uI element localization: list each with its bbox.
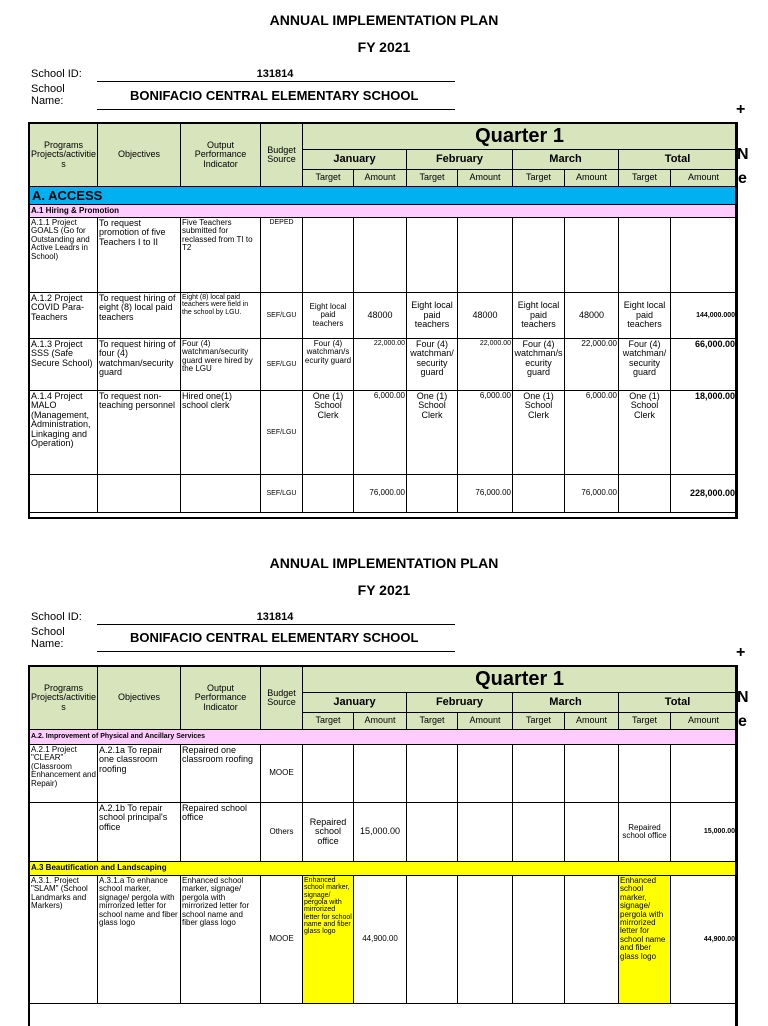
budget-cell: SEF/LGU bbox=[261, 293, 303, 339]
output-cell: Eight (8) local paid teachers were field in the school by LGU. bbox=[181, 293, 261, 339]
output-cell bbox=[181, 475, 261, 513]
subtotal-row bbox=[30, 475, 737, 513]
program-cell bbox=[30, 803, 98, 862]
program-cell: A.1.2 Project COVID Para-Teachers bbox=[30, 293, 98, 339]
budget-cell: DEPED bbox=[261, 218, 303, 293]
school-name-label-line1: School bbox=[31, 626, 65, 638]
school-name-underline bbox=[97, 109, 455, 110]
header-quarter: Quarter 1 bbox=[303, 124, 737, 150]
header-target: Target bbox=[619, 170, 671, 187]
feb-target-cell bbox=[407, 745, 458, 803]
school-name-value: BONIFACIO CENTRAL ELEMENTARY SCHOOL bbox=[130, 88, 419, 103]
mar-target-cell bbox=[513, 803, 565, 862]
header-quarter: Quarter 1 bbox=[303, 667, 737, 693]
budget-cell: SEF/LGU bbox=[261, 475, 303, 513]
jan-amount-cell: 76,000.00 bbox=[354, 475, 407, 513]
jan-amount-cell bbox=[354, 745, 407, 803]
header-amount: Amount bbox=[458, 170, 513, 187]
feb-target-cell bbox=[407, 218, 458, 293]
feb-amount-cell: 6,000.00 bbox=[458, 391, 513, 475]
feb-amount-cell: 22,000.00 bbox=[458, 339, 513, 391]
budget-cell: MOOE bbox=[261, 745, 303, 803]
header-budget: Budget Source bbox=[261, 124, 303, 187]
header-march: March bbox=[513, 693, 619, 713]
school-name-label-line2: Name: bbox=[31, 638, 64, 650]
feb-target-cell: One (1) School Clerk bbox=[407, 391, 458, 475]
feb-target-cell: Four (4) watchman/ security guard bbox=[407, 339, 458, 391]
feb-target-cell bbox=[407, 803, 458, 862]
school-name-label bbox=[31, 626, 65, 650]
table-row bbox=[30, 745, 737, 803]
header-amount: Amount bbox=[354, 170, 407, 187]
header-amount: Amount bbox=[671, 170, 737, 187]
mar-amount-cell: 6,000.00 bbox=[565, 391, 619, 475]
budget-cell: MOOE bbox=[261, 876, 303, 1004]
total-target-cell: Repaired school office bbox=[619, 803, 671, 862]
header-target: Target bbox=[513, 170, 565, 187]
mar-amount-cell bbox=[565, 745, 619, 803]
mar-target-cell bbox=[513, 218, 565, 293]
table-row bbox=[30, 803, 737, 862]
total-target-cell bbox=[619, 218, 671, 293]
side-n-mark: N bbox=[737, 146, 749, 163]
feb-amount-cell: 76,000.00 bbox=[458, 475, 513, 513]
school-name-label bbox=[31, 83, 65, 107]
output-cell: Repaired one classroom roofing bbox=[181, 745, 261, 803]
subsection-beautification: A.3 Beautification and Landscaping bbox=[30, 862, 737, 876]
header-total: Total bbox=[619, 150, 737, 170]
table-row bbox=[30, 339, 737, 391]
output-cell: Five Teachers submitted for reclassed from TI to T2 bbox=[181, 218, 261, 293]
budget-cell: Others bbox=[261, 803, 303, 862]
jan-target-cell: Repaired school office bbox=[303, 803, 354, 862]
budget-cell: SEF/LGU bbox=[261, 391, 303, 475]
header-february: February bbox=[407, 150, 513, 170]
program-cell: A.1.4 Project MALO (Management, Administration, Linkaging and Operation) bbox=[30, 391, 98, 475]
jan-target-cell: Enhanced school marker, signage/ pergola with mirrorized letter for school name and fiber glass logo bbox=[303, 876, 354, 1004]
feb-amount-cell bbox=[458, 745, 513, 803]
output-cell: Four (4) watchman/security guard were hired by the LGU bbox=[181, 339, 261, 391]
table-row bbox=[30, 391, 737, 475]
header-amount: Amount bbox=[671, 713, 737, 730]
objective-cell: To request non-teaching personnel bbox=[98, 391, 181, 475]
total-amount-cell: 144,000.000 bbox=[671, 293, 737, 339]
objective-cell bbox=[98, 475, 181, 513]
school-name-value: BONIFACIO CENTRAL ELEMENTARY SCHOOL bbox=[130, 630, 419, 645]
total-target-cell: Enhanced school marker, signage/ pergola with mirrorized letter for school name and fiber glass logo bbox=[619, 876, 671, 1004]
header-total: Total bbox=[619, 693, 737, 713]
objective-cell: To request promotion of five Teachers I to II bbox=[98, 218, 181, 293]
total-target-cell: One (1) School Clerk bbox=[619, 391, 671, 475]
jan-target-cell bbox=[303, 475, 354, 513]
school-id-label: School ID: bbox=[31, 611, 82, 623]
budget-cell: SEF/LGU bbox=[261, 339, 303, 391]
objective-cell: A.2.1a To repair one classroom roofing bbox=[98, 745, 181, 803]
jan-target-cell: Four (4) watchman/s ecurity guard bbox=[303, 339, 354, 391]
table-row bbox=[30, 293, 737, 339]
header-output: Output Performance Indicator bbox=[181, 667, 261, 730]
side-plus-mark: + bbox=[736, 644, 746, 661]
header-target: Target bbox=[513, 713, 565, 730]
jan-target-cell: One (1) School Clerk bbox=[303, 391, 354, 475]
feb-target-cell bbox=[407, 475, 458, 513]
header-march: March bbox=[513, 150, 619, 170]
total-amount-cell: 44,900.00 bbox=[671, 876, 737, 1004]
mar-target-cell: One (1) School Clerk bbox=[513, 391, 565, 475]
header-objectives: Objectives bbox=[98, 124, 181, 187]
jan-target-cell bbox=[303, 745, 354, 803]
feb-amount-cell bbox=[458, 218, 513, 293]
plan-table-1 bbox=[29, 123, 737, 513]
header-amount: Amount bbox=[565, 713, 619, 730]
jan-amount-cell: 22,000.00 bbox=[354, 339, 407, 391]
output-cell: Repaired school office bbox=[181, 803, 261, 862]
header-programs: Programs Projects/activitie s bbox=[30, 667, 98, 730]
program-cell: A.3.1. Project "SLAM" (School Landmarks and Markers) bbox=[30, 876, 98, 1004]
total-amount-cell: 15,000.00 bbox=[671, 803, 737, 862]
school-name-underline bbox=[97, 651, 455, 652]
school-name-label-line1: School bbox=[31, 83, 65, 95]
header-february: February bbox=[407, 693, 513, 713]
program-cell: A.2.1 Project "CLEAR" (Classroom Enhancement and Repair) bbox=[30, 745, 98, 803]
mar-amount-cell bbox=[565, 218, 619, 293]
fiscal-year: FY 2021 bbox=[357, 39, 411, 55]
page-title: ANNUAL IMPLEMENTATION PLAN bbox=[269, 555, 499, 571]
output-cell: Enhanced school marker, signage/ pergola with mirrorized letter for school name and fiber glass logo bbox=[181, 876, 261, 1004]
school-id-underline bbox=[97, 81, 455, 82]
total-target-cell: Four (4) watchman/ security guard bbox=[619, 339, 671, 391]
table-row bbox=[30, 218, 737, 293]
header-amount: Amount bbox=[565, 170, 619, 187]
objective-cell: To request hiring of four (4) watchman/security guard bbox=[98, 339, 181, 391]
program-cell: A.1.3 Project SSS (Safe Secure School) bbox=[30, 339, 98, 391]
side-n-mark: N bbox=[737, 689, 749, 706]
header-objectives: Objectives bbox=[98, 667, 181, 730]
jan-target-cell: Eight local paid teachers bbox=[303, 293, 354, 339]
plan-table-2 bbox=[29, 666, 737, 1004]
side-plus-mark: + bbox=[736, 101, 746, 118]
header-output: Output Performance Indicator bbox=[181, 124, 261, 187]
mar-amount-cell: 22,000.00 bbox=[565, 339, 619, 391]
header-target: Target bbox=[303, 170, 354, 187]
mar-target-cell bbox=[513, 475, 565, 513]
feb-target-cell bbox=[407, 876, 458, 1004]
school-id-label: School ID: bbox=[31, 68, 82, 80]
side-e-mark: e bbox=[738, 713, 747, 730]
total-amount-cell: 228,000.00 bbox=[671, 475, 737, 513]
total-amount-cell bbox=[671, 745, 737, 803]
program-cell: A.1.1 Project GOALS (Go for Outstanding and Active Leadrs in School) bbox=[30, 218, 98, 293]
jan-amount-cell: 48000 bbox=[354, 293, 407, 339]
objective-cell: To request hiring of eight (8) local paid teachers bbox=[98, 293, 181, 339]
jan-amount-cell bbox=[354, 218, 407, 293]
mar-amount-cell: 76,000.00 bbox=[565, 475, 619, 513]
mar-target-cell bbox=[513, 745, 565, 803]
header-target: Target bbox=[407, 170, 458, 187]
feb-amount-cell: 48000 bbox=[458, 293, 513, 339]
feb-target-cell: Eight local paid teachers bbox=[407, 293, 458, 339]
subsection-hiring: A.1 Hiring & Promotion bbox=[30, 205, 737, 218]
jan-target-cell bbox=[303, 218, 354, 293]
mar-target-cell: Four (4) watchman/s ecurity guard bbox=[513, 339, 565, 391]
header-january: January bbox=[303, 150, 407, 170]
program-cell bbox=[30, 475, 98, 513]
school-name-label-line2: Name: bbox=[31, 95, 64, 107]
objective-cell: A.3.1.a To enhance school marker, signage/ pergola with mirrorized letter for school name and fiber glass logo bbox=[98, 876, 181, 1004]
jan-amount-cell: 6,000.00 bbox=[354, 391, 407, 475]
output-cell: Hired one(1) school clerk bbox=[181, 391, 261, 475]
jan-amount-cell: 44,900.00 bbox=[354, 876, 407, 1004]
header-programs: Programs Projects/activitie s bbox=[30, 124, 98, 187]
mar-target-cell bbox=[513, 876, 565, 1004]
section-access: A. ACCESS bbox=[30, 187, 737, 205]
total-target-cell bbox=[619, 745, 671, 803]
header-january: January bbox=[303, 693, 407, 713]
subsection-improvement: A.2. Improvement of Physical and Ancillary Services bbox=[30, 730, 737, 745]
school-id-value: 131814 bbox=[256, 611, 294, 623]
total-amount-cell: 18,000.00 bbox=[671, 391, 737, 475]
total-amount-cell bbox=[671, 218, 737, 293]
page-title: ANNUAL IMPLEMENTATION PLAN bbox=[269, 12, 499, 28]
fiscal-year: FY 2021 bbox=[357, 582, 411, 598]
header-amount: Amount bbox=[458, 713, 513, 730]
table-row bbox=[30, 876, 737, 1004]
header-budget: Budget Source bbox=[261, 667, 303, 730]
total-target-cell bbox=[619, 475, 671, 513]
header-target: Target bbox=[303, 713, 354, 730]
mar-target-cell: Eight local paid teachers bbox=[513, 293, 565, 339]
jan-amount-cell: 15,000.00 bbox=[354, 803, 407, 862]
mar-amount-cell: 48000 bbox=[565, 293, 619, 339]
header-amount: Amount bbox=[354, 713, 407, 730]
mar-amount-cell bbox=[565, 803, 619, 862]
school-id-value: 131814 bbox=[256, 68, 294, 80]
objective-cell: A.2.1b To repair school principal's office bbox=[98, 803, 181, 862]
header-target: Target bbox=[619, 713, 671, 730]
total-amount-cell: 66,000.00 bbox=[671, 339, 737, 391]
feb-amount-cell bbox=[458, 803, 513, 862]
feb-amount-cell bbox=[458, 876, 513, 1004]
mar-amount-cell bbox=[565, 876, 619, 1004]
header-target: Target bbox=[407, 713, 458, 730]
school-id-underline bbox=[97, 624, 455, 625]
side-e-mark: e bbox=[738, 170, 747, 187]
total-target-cell: Eight local paid teachers bbox=[619, 293, 671, 339]
